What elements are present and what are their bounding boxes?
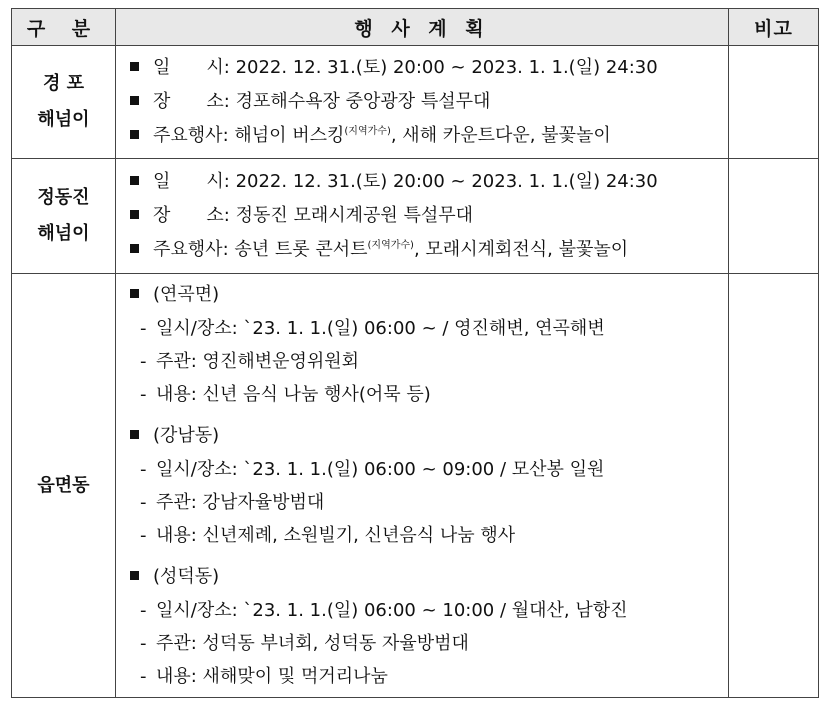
item-key: 일 시	[153, 57, 224, 78]
square-bullet-icon	[130, 289, 139, 298]
item-superscript: (지역가수)	[344, 126, 391, 137]
sub-item: - 내용: 신년제례, 소원빌기, 신년음식 나눔 행사	[140, 525, 516, 546]
item-key: 장 소	[153, 205, 224, 226]
square-bullet-icon	[130, 176, 139, 185]
square-bullet-icon	[130, 244, 139, 253]
header-note: 비고	[729, 9, 819, 46]
list-item	[130, 233, 728, 267]
row-note	[729, 159, 819, 274]
row-label	[12, 159, 116, 274]
row-content	[116, 46, 729, 159]
item-superscript: (지역가수)	[367, 240, 414, 251]
header-division: 구 분	[12, 9, 116, 46]
sub-item: - 일시/장소: `23. 1. 1.(일) 06:00 ~ 10:00 / 월대산, 남항진	[140, 600, 628, 621]
item-value: : 정동진 모래시계공원 특설무대	[223, 205, 474, 226]
sub-item: - 주관: 영진해변운영위원회	[140, 351, 360, 372]
sub-item: - 일시/장소: `23. 1. 1.(일) 06:00 ~ / 영진해변, 연곡해변	[140, 318, 605, 339]
square-bullet-icon	[130, 210, 139, 219]
row-note	[729, 274, 819, 698]
row-content	[116, 274, 729, 698]
item-key: 주요행사	[153, 125, 223, 146]
square-bullet-icon	[130, 571, 139, 580]
item-key: 주요행사	[153, 239, 223, 260]
row-label-line: 해넘이	[37, 109, 90, 130]
row-label-line: 읍면동	[37, 474, 90, 496]
item-value: : 송년 트롯 콘서트	[222, 239, 368, 260]
table-row	[12, 274, 819, 698]
row-label	[12, 46, 116, 159]
group-title: (연곡면)	[130, 278, 728, 312]
sub-item: - 내용: 신년 음식 나눔 행사(어묵 등)	[140, 384, 431, 405]
group-title: (강남동)	[130, 419, 728, 453]
item-key: 일 시	[153, 171, 224, 192]
row-content	[116, 159, 729, 274]
list-item	[130, 85, 728, 119]
table-row	[12, 159, 819, 274]
list-item	[130, 119, 728, 153]
row-note	[729, 46, 819, 159]
item-tail: , 모래시계회전식, 불꽃놀이	[413, 239, 629, 260]
item-key: 장 소	[153, 91, 224, 112]
item-tail: , 새해 카운트다운, 불꽃놀이	[390, 125, 611, 146]
square-bullet-icon	[130, 430, 139, 439]
header-plan: 행 사 계 획	[116, 9, 729, 46]
event-group	[130, 274, 728, 415]
list-item	[130, 165, 728, 199]
sub-item: - 내용: 새해맞이 및 먹거리나눔	[140, 666, 388, 687]
row-label-line: 정동진	[37, 187, 90, 208]
item-value: : 경포해수욕장 중앙광장 특설무대	[223, 91, 491, 112]
item-value: : 2022. 12. 31.(토) 20:00 ~ 2023. 1. 1.(일) 24:30	[223, 171, 658, 192]
row-label	[12, 274, 116, 698]
square-bullet-icon	[130, 130, 139, 139]
sub-item: - 일시/장소: `23. 1. 1.(일) 06:00 ~ 09:00 / 모산봉 일원	[140, 459, 605, 480]
group-title: (성덕동)	[130, 560, 728, 594]
square-bullet-icon	[130, 96, 139, 105]
item-value: : 해넘이 버스킹	[222, 125, 345, 146]
item-value: : 2022. 12. 31.(토) 20:00 ~ 2023. 1. 1.(일) 24:30	[223, 57, 658, 78]
header-row	[12, 9, 819, 46]
square-bullet-icon	[130, 62, 139, 71]
table-row	[12, 46, 819, 159]
event-group	[130, 556, 728, 697]
event-plan-table	[11, 8, 819, 698]
row-label-line: 해넘이	[37, 223, 90, 244]
row-label-line: 경 포	[42, 73, 85, 94]
sub-item: - 주관: 성덕동 부녀회, 성덕동 자율방범대	[140, 633, 469, 654]
sub-item: - 주관: 강남자율방범대	[140, 492, 325, 513]
list-item	[130, 199, 728, 233]
list-item	[130, 51, 728, 85]
event-group	[130, 415, 728, 556]
